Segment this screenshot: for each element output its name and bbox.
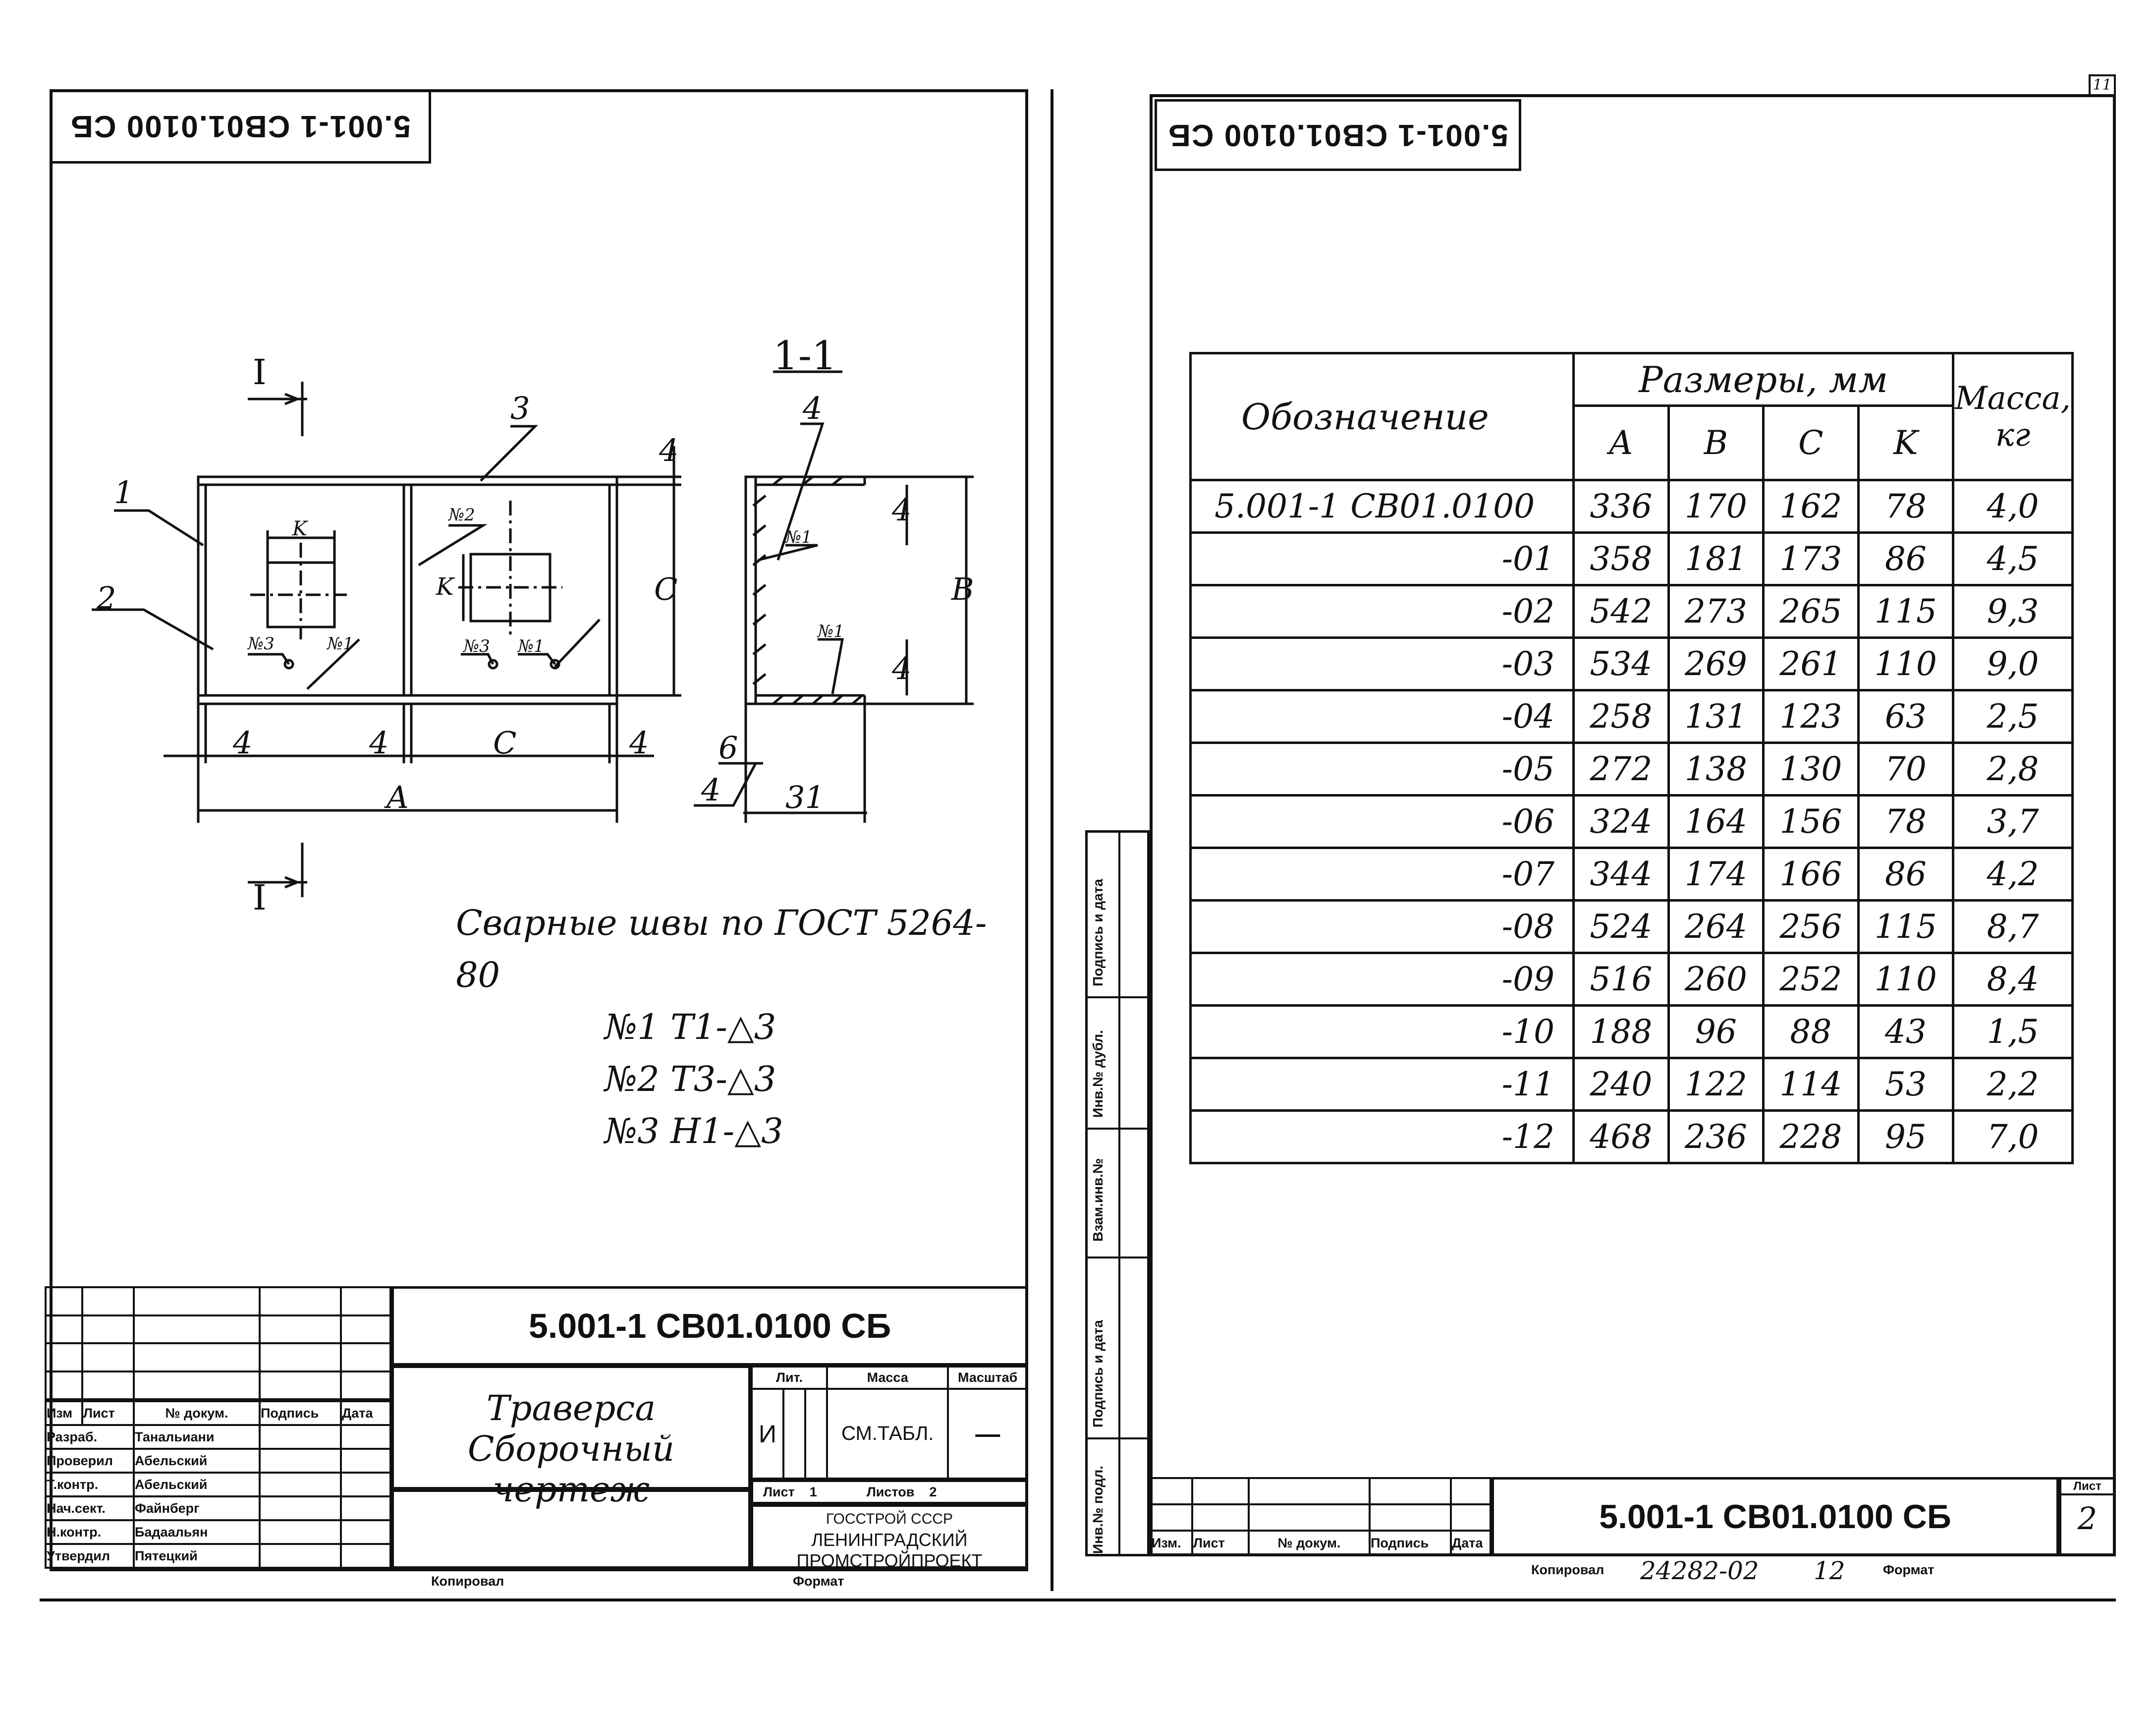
cell-mass: 4,0 — [1953, 480, 2073, 533]
cell-b: 96 — [1668, 1006, 1764, 1058]
cell-k: 78 — [1858, 796, 1953, 848]
dim-a-bottom: A — [387, 779, 409, 815]
weld-1-right: №1 — [518, 636, 545, 656]
right-revision-grid — [1150, 1477, 1492, 1556]
cell-a: 240 — [1574, 1058, 1669, 1111]
role-2: Т.контр. — [46, 1473, 134, 1496]
cell-k: 110 — [1858, 638, 1953, 690]
row-designation: -09 — [1191, 953, 1574, 1006]
row-designation: -01 — [1191, 533, 1574, 585]
cell-c: 88 — [1764, 1006, 1859, 1058]
cell-c: 265 — [1764, 585, 1859, 638]
dim-b-vertical: B — [951, 571, 974, 607]
weld-notes — [456, 897, 1001, 1157]
cell-b: 138 — [1668, 743, 1764, 796]
table-row — [1191, 690, 2073, 743]
weld-notes-title: Сварные швы по ГОСТ 5264-80 — [456, 903, 987, 995]
organization-cell — [751, 1504, 1028, 1569]
sheet-value: 1 — [809, 1484, 817, 1499]
cell-b: 273 — [1668, 585, 1764, 638]
sheets-value: 2 — [929, 1484, 937, 1499]
cell-a: 188 — [1574, 1006, 1669, 1058]
right-format-label: Формат — [1883, 1562, 1935, 1577]
table-row — [1191, 953, 2073, 1006]
cell-a: 258 — [1574, 690, 1669, 743]
dim-4-section-top: 4 — [892, 492, 912, 528]
col-b: B — [1668, 406, 1764, 480]
head-sign: Подпись — [260, 1401, 341, 1425]
table-row — [1191, 638, 2073, 690]
right-designation-cell — [1492, 1477, 2059, 1556]
person-4: Бадаальян — [134, 1520, 260, 1544]
cell-b: 181 — [1668, 533, 1764, 585]
table-row — [1191, 901, 2073, 953]
cell-c: 114 — [1764, 1058, 1859, 1111]
cell-c: 156 — [1764, 796, 1859, 848]
dim-k-right: K — [436, 573, 454, 601]
assembly-drawing — [0, 0, 1041, 991]
cell-b: 236 — [1668, 1111, 1764, 1163]
table-row — [1191, 1058, 2073, 1111]
weld-note-2: №2 Т3-△3 — [605, 1059, 776, 1099]
cell-mass: 2,2 — [1953, 1058, 2073, 1111]
side-label-sign-date-2: Подпись и дата — [1090, 1320, 1106, 1428]
r-head-sign: Подпись — [1370, 1531, 1451, 1555]
cell-k: 115 — [1858, 585, 1953, 638]
scale-label: Масштаб — [948, 1367, 1027, 1389]
table-row — [1191, 796, 2073, 848]
sizes-table — [1189, 352, 2074, 1164]
cell-c: 261 — [1764, 638, 1859, 690]
position-label-1: 1 — [114, 474, 134, 511]
right-sheet-corner-number: 11 — [2089, 74, 2116, 97]
sheet-divider — [1050, 89, 1053, 1591]
cell-mass: 2,8 — [1953, 743, 2073, 796]
right-sheet-label: Лист — [2061, 1480, 2113, 1495]
cell-c: 130 — [1764, 743, 1859, 796]
cell-b: 164 — [1668, 796, 1764, 848]
role-5: Утвердил — [46, 1544, 134, 1568]
position-label-3: 3 — [510, 390, 530, 426]
cell-c: 166 — [1764, 848, 1859, 901]
person-5: Пятецкий — [134, 1544, 260, 1568]
right-sheet-value: 2 — [2077, 1500, 2098, 1537]
r-head-date: Дата — [1451, 1531, 1491, 1555]
col-a: A — [1574, 406, 1669, 480]
head-mass: Масса, кг — [1953, 353, 2073, 480]
person-0: Танальиани — [134, 1425, 260, 1449]
row-designation: -06 — [1191, 796, 1574, 848]
lit-mass-scale — [751, 1366, 1028, 1480]
sheet-label: Лист — [763, 1484, 795, 1499]
weld-1-section-bottom: №1 — [818, 622, 844, 641]
right-designation-text: 5.001-1 CB01.0100 СБ — [1599, 1498, 1951, 1536]
cell-mass: 3,7 — [1953, 796, 2073, 848]
cell-a: 468 — [1574, 1111, 1669, 1163]
right-sheet-number-cell — [2059, 1477, 2116, 1556]
cell-b: 264 — [1668, 901, 1764, 953]
item-name-line2: Сборочный чертеж — [467, 1428, 675, 1510]
head-doc: № докум. — [134, 1401, 260, 1425]
side-label-orig-inv: Инв.№ подл. — [1090, 1465, 1106, 1554]
designation-cell — [391, 1286, 1028, 1366]
table-row — [1191, 1006, 2073, 1058]
cell-mass: 4,2 — [1953, 848, 2073, 901]
dim-c-vertical: C — [654, 571, 678, 607]
person-1: Абельский — [134, 1449, 260, 1473]
position-label-2: 2 — [97, 580, 116, 616]
lit-label: Лит. — [752, 1367, 827, 1389]
cell-k: 63 — [1858, 690, 1953, 743]
head-sizes: Размеры, мм — [1574, 353, 1953, 406]
left-title-block — [45, 1286, 1028, 1571]
cell-a: 272 — [1574, 743, 1669, 796]
cell-mass: 8,4 — [1953, 953, 2073, 1006]
row-designation: -08 — [1191, 901, 1574, 953]
left-sheet-stamp: 5.001-1 CB01.0100 СБ — [50, 89, 431, 164]
org-line-3: ПРОМСТРОЙПРОЕКТ — [796, 1550, 983, 1571]
mass-value: СМ.ТАБЛ. — [827, 1389, 948, 1479]
weld-1-left: №1 — [327, 634, 354, 654]
weld-1-section-top: №1 — [785, 527, 812, 547]
dim-4-section-left: 4 — [701, 772, 721, 808]
dim-c-bottom: C — [493, 725, 517, 761]
row-designation: -02 — [1191, 585, 1574, 638]
dim-31: 31 — [785, 779, 825, 815]
revision-grid — [45, 1286, 391, 1400]
cell-mass: 9,3 — [1953, 585, 2073, 638]
row-designation: -04 — [1191, 690, 1574, 743]
col-k: K — [1858, 406, 1953, 480]
r-head-doc: № докум. — [1249, 1531, 1370, 1555]
cell-k: 86 — [1858, 848, 1953, 901]
right-order-sheet: 12 — [1814, 1556, 1845, 1585]
person-3: Файнберг — [134, 1496, 260, 1520]
cell-a: 534 — [1574, 638, 1669, 690]
head-designation: Обозначение — [1191, 353, 1574, 480]
side-label-sign-date-1: Подпись и дата — [1090, 879, 1106, 986]
cell-c: 162 — [1764, 480, 1859, 533]
cell-b: 174 — [1668, 848, 1764, 901]
signature-table — [45, 1400, 391, 1569]
row-designation: 5.001-1 CB01.0100 — [1191, 480, 1574, 533]
r-head-list: Лист — [1192, 1531, 1249, 1555]
weld-3-left: №3 — [248, 634, 275, 654]
cell-a: 358 — [1574, 533, 1669, 585]
table-row — [1191, 1111, 2073, 1163]
weld-note-3: №3 Н1-△3 — [605, 1111, 783, 1151]
dim-6: 6 — [719, 730, 738, 766]
weld-2: №2 — [448, 505, 475, 525]
head-izm: Изм — [46, 1401, 82, 1425]
dim-4-top: 4 — [659, 432, 679, 468]
right-copied-label: Копировал — [1531, 1562, 1604, 1577]
scale-value: — — [948, 1389, 1027, 1479]
row-designation: -12 — [1191, 1111, 1574, 1163]
table-row — [1191, 585, 2073, 638]
cell-b: 122 — [1668, 1058, 1764, 1111]
cell-b: 269 — [1668, 638, 1764, 690]
role-0: Разраб. — [46, 1425, 134, 1449]
cell-k: 115 — [1858, 901, 1953, 953]
side-label-replace-inv: Взам.инв.№ — [1090, 1158, 1106, 1242]
right-title-block — [1150, 1477, 2116, 1556]
cell-c: 252 — [1764, 953, 1859, 1006]
blank-cell — [391, 1489, 751, 1569]
cell-k: 70 — [1858, 743, 1953, 796]
weld-3-right: №3 — [463, 636, 490, 656]
cell-k: 110 — [1858, 953, 1953, 1006]
person-2: Абельский — [134, 1473, 260, 1496]
org-line-2: ЛЕНИНГРАДСКИЙ — [811, 1530, 968, 1550]
cell-c: 228 — [1764, 1111, 1859, 1163]
cell-c: 256 — [1764, 901, 1859, 953]
dim-4-right: 4 — [629, 725, 649, 761]
row-designation: -10 — [1191, 1006, 1574, 1058]
cell-k: 53 — [1858, 1058, 1953, 1111]
dim-4-section-bottom: 4 — [892, 650, 912, 686]
cell-k: 86 — [1858, 533, 1953, 585]
cell-k: 43 — [1858, 1006, 1953, 1058]
row-designation: -07 — [1191, 848, 1574, 901]
mass-label: Масса — [827, 1367, 948, 1389]
weld-note-1: №1 Т1-△3 — [605, 1007, 776, 1047]
cell-a: 324 — [1574, 796, 1669, 848]
cell-a: 516 — [1574, 953, 1669, 1006]
row-designation: -03 — [1191, 638, 1574, 690]
designation-text: 5.001-1 CB01.0100 СБ — [528, 1307, 891, 1345]
cell-b: 170 — [1668, 480, 1764, 533]
cell-b: 260 — [1668, 953, 1764, 1006]
col-c: C — [1764, 406, 1859, 480]
table-row — [1191, 743, 2073, 796]
item-name-cell — [391, 1366, 751, 1510]
role-1: Проверил — [46, 1449, 134, 1473]
side-label-dup-inv: Инв.№ дубл. — [1090, 1030, 1106, 1118]
cell-k: 78 — [1858, 480, 1953, 533]
r-head-izm: Изм. — [1151, 1531, 1192, 1555]
left-copied-label: Копировал — [431, 1574, 504, 1589]
lit-value: И — [752, 1389, 783, 1479]
role-4: Н.контр. — [46, 1520, 134, 1544]
head-date: Дата — [341, 1401, 390, 1425]
cell-mass: 4,5 — [1953, 533, 2073, 585]
table-row — [1191, 533, 2073, 585]
cell-mass: 7,0 — [1953, 1111, 2073, 1163]
cell-a: 542 — [1574, 585, 1669, 638]
right-order-number: 24282-02 — [1640, 1556, 1759, 1585]
section-title: 1-1 — [773, 333, 837, 379]
cell-mass: 9,0 — [1953, 638, 2073, 690]
cell-a: 524 — [1574, 901, 1669, 953]
section-mark-top: I — [253, 352, 267, 393]
dim-4-left: 4 — [233, 725, 253, 761]
right-sheet-stamp: 5.001-1 CB01.0100 СБ — [1155, 99, 1521, 171]
position-label-4: 4 — [803, 390, 823, 426]
section-mark-bottom: I — [253, 877, 267, 918]
bottom-trim-line — [40, 1599, 2116, 1601]
cell-k: 95 — [1858, 1111, 1953, 1163]
cell-c: 123 — [1764, 690, 1859, 743]
table-row — [1191, 848, 2073, 901]
table-row — [1191, 480, 2073, 533]
head-list: Лист — [82, 1401, 134, 1425]
cell-c: 173 — [1764, 533, 1859, 585]
cell-mass: 8,7 — [1953, 901, 2073, 953]
cell-a: 344 — [1574, 848, 1669, 901]
cell-mass: 1,5 — [1953, 1006, 2073, 1058]
dim-k-left: K — [292, 517, 307, 540]
sheet-row — [751, 1480, 1028, 1504]
dim-4-middle: 4 — [369, 725, 389, 761]
row-designation: -11 — [1191, 1058, 1574, 1111]
sheets-label: Листов — [866, 1484, 915, 1499]
cell-b: 131 — [1668, 690, 1764, 743]
role-3: Нач.сект. — [46, 1496, 134, 1520]
cell-mass: 2,5 — [1953, 690, 2073, 743]
org-line-1: ГОССТРОЙ СССР — [826, 1511, 953, 1527]
item-name-line1: Траверса — [486, 1388, 656, 1428]
left-format-label: Формат — [793, 1574, 844, 1589]
row-designation: -05 — [1191, 743, 1574, 796]
cell-a: 336 — [1574, 480, 1669, 533]
